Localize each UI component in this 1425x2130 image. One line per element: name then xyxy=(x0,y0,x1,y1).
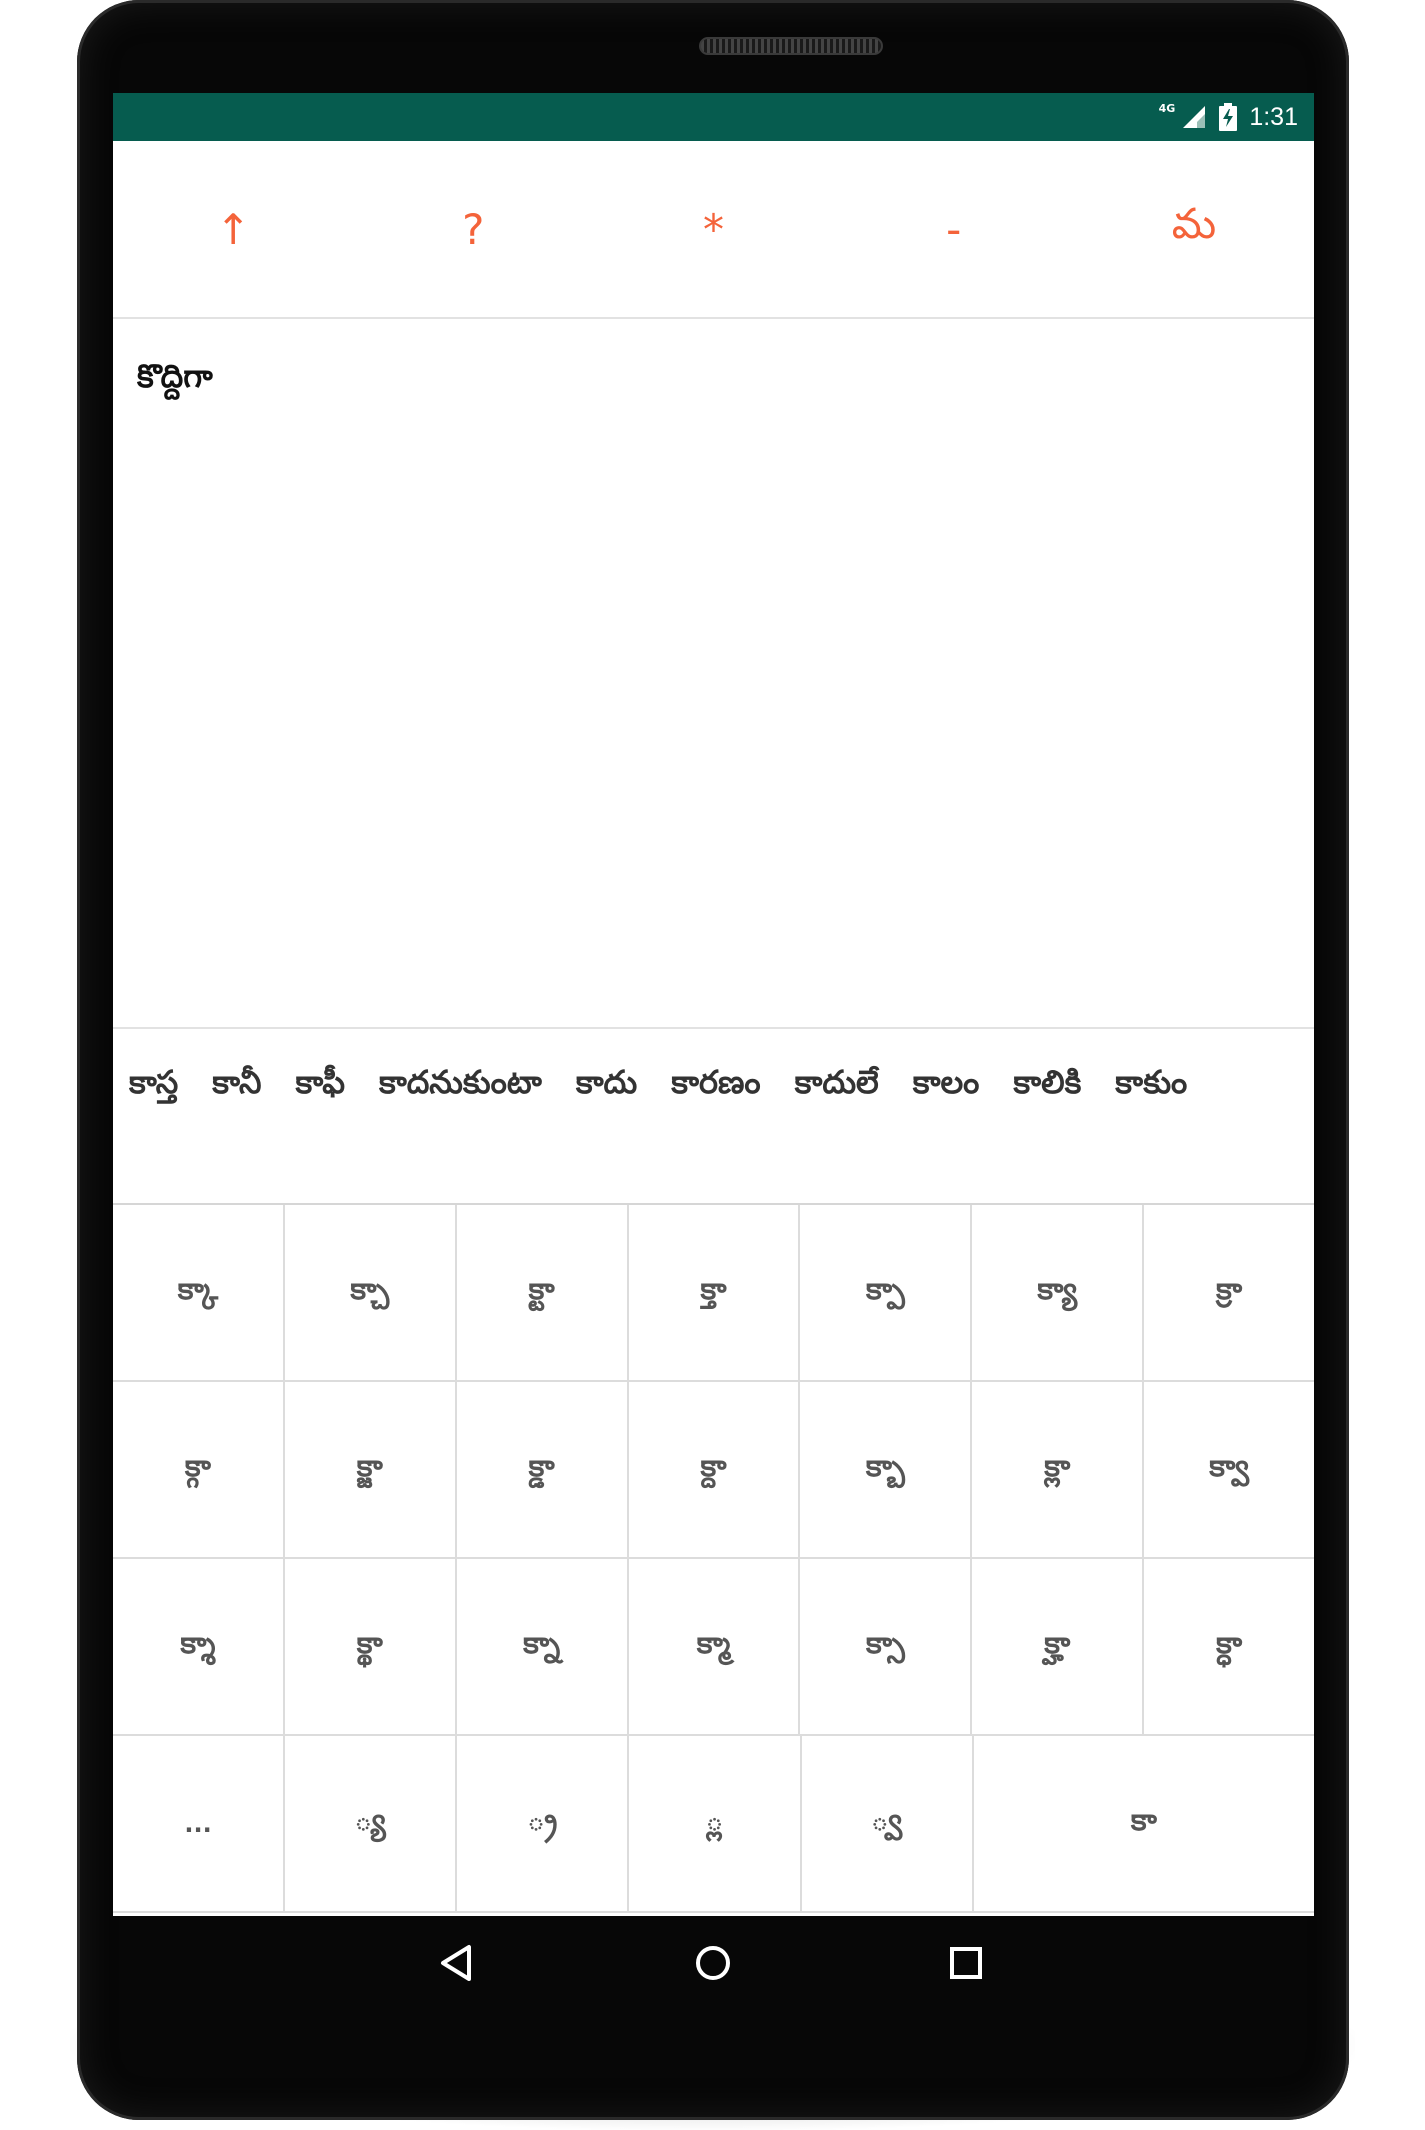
telugu-ma-button[interactable]: మ xyxy=(1171,199,1217,248)
suggestion-item[interactable]: కాదులే xyxy=(794,1063,879,1101)
base-letter-key[interactable]: కా xyxy=(974,1736,1314,1913)
suggestion-item[interactable]: కాలికి xyxy=(1013,1063,1082,1101)
screen xyxy=(113,93,1314,1916)
key-row-1 xyxy=(113,1205,1314,1382)
key[interactable]: క్నా xyxy=(457,1559,629,1736)
key[interactable]: క్సా xyxy=(800,1559,972,1736)
key[interactable]: క్యా xyxy=(972,1205,1144,1382)
symbol-toolbar xyxy=(113,141,1314,319)
key[interactable]: క్కా xyxy=(113,1205,285,1382)
ya-vattu-key[interactable]: ◌్య xyxy=(285,1736,457,1913)
la-vattu-key[interactable]: ◌్ల xyxy=(629,1736,801,1913)
key[interactable]: క్తా xyxy=(629,1205,801,1382)
ra-vattu-key[interactable]: ◌్ర xyxy=(457,1736,629,1913)
key[interactable]: క్శా xyxy=(113,1559,285,1736)
key[interactable]: క్హా xyxy=(972,1559,1144,1736)
suggestion-row xyxy=(129,1063,1187,1109)
status-bar xyxy=(113,93,1314,141)
va-vattu-key[interactable]: ◌్వ xyxy=(802,1736,974,1913)
navigation-bar xyxy=(113,1916,1314,2012)
suggestion-bar xyxy=(113,1029,1314,1205)
key[interactable]: క్టా xyxy=(457,1205,629,1382)
key-row-2 xyxy=(113,1382,1314,1559)
speaker-grille xyxy=(699,37,883,55)
key[interactable]: క్ధా xyxy=(1144,1559,1314,1736)
suggestion-item[interactable]: కాస్త xyxy=(129,1063,179,1101)
suggestion-item[interactable]: కాలం xyxy=(912,1063,980,1101)
shift-button[interactable]: ↑ xyxy=(215,204,251,254)
key[interactable]: క్గా xyxy=(113,1382,285,1559)
editor-content: కొద్దిగా xyxy=(137,357,213,395)
key[interactable]: క్లా xyxy=(972,1382,1144,1559)
network-type: 4G xyxy=(1158,101,1176,115)
battery-charging-icon xyxy=(1219,103,1237,131)
signal-icon xyxy=(1181,104,1207,130)
suggestion-item[interactable]: కానీ xyxy=(212,1063,262,1101)
telugu-keyboard xyxy=(113,1205,1314,1916)
key[interactable]: క్పా xyxy=(800,1205,972,1382)
back-icon[interactable] xyxy=(412,1916,502,2009)
suggestion-item[interactable]: కాదనుకుంటా xyxy=(378,1063,542,1101)
key[interactable]: క్చా xyxy=(285,1205,457,1382)
question-mark-button[interactable]: ? xyxy=(462,204,485,254)
key-row-3 xyxy=(113,1559,1314,1736)
key[interactable]: క్థా xyxy=(285,1559,457,1736)
suggestion-item[interactable]: కారణం xyxy=(671,1063,761,1101)
clock: 1:31 xyxy=(1249,102,1298,131)
suggestion-item[interactable]: కాదు xyxy=(575,1063,638,1101)
asterisk-button[interactable]: * xyxy=(703,204,724,254)
key[interactable]: క్వా xyxy=(1144,1382,1314,1559)
more-key[interactable]: ... xyxy=(113,1736,285,1913)
key[interactable]: క్జా xyxy=(285,1382,457,1559)
suggestion-item[interactable]: కాకుం xyxy=(1115,1063,1188,1101)
suggestion-item[interactable]: కాఫీ xyxy=(295,1063,345,1101)
home-icon[interactable] xyxy=(668,1916,758,2009)
key[interactable]: క్బా xyxy=(800,1382,972,1559)
key[interactable]: క్మా xyxy=(629,1559,801,1736)
key[interactable]: క్డా xyxy=(457,1382,629,1559)
hyphen-button[interactable]: - xyxy=(946,204,962,254)
recents-icon[interactable] xyxy=(921,1916,1011,2009)
key[interactable]: క్రా xyxy=(1144,1205,1314,1382)
key[interactable]: క్దా xyxy=(629,1382,801,1559)
text-editor[interactable] xyxy=(113,319,1314,1029)
key-row-4 xyxy=(113,1736,1314,1913)
status-icons xyxy=(1159,93,1298,141)
